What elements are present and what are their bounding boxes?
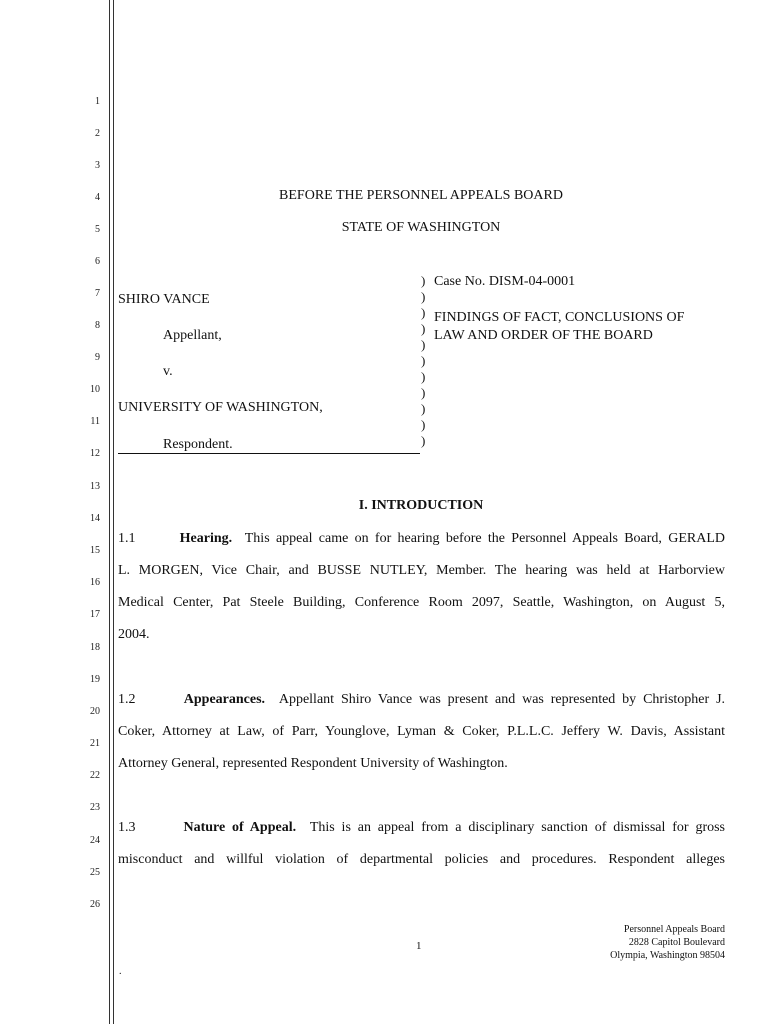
- line-number: 4: [95, 192, 100, 203]
- caption-paren: ): [421, 385, 426, 400]
- paragraph-hearing-line: 2004.: [118, 627, 150, 642]
- line-number: 22: [90, 770, 100, 781]
- paragraph-nature-line: [118, 820, 725, 836]
- paragraph-appearances-line: Coker, Attorney at Law, of Parr, Younglove, Lyman & Coker, P.L.L.C. Jeffery W. Davis, Assistant: [118, 724, 725, 739]
- versus-label: v.: [163, 364, 173, 379]
- line-number: 6: [95, 256, 100, 267]
- document-title-line2: LAW AND ORDER OF THE BOARD: [434, 328, 653, 343]
- caption-paren: ): [421, 273, 426, 288]
- paragraph-number: 1.2: [118, 692, 136, 707]
- line-number: 14: [90, 513, 100, 524]
- appellant-name: SHIRO VANCE: [118, 292, 210, 307]
- line-number: 3: [95, 160, 100, 171]
- paragraph-appearances-line: Attorney General, represented Respondent University of Washington.: [118, 756, 508, 771]
- paragraph-heading: Hearing.: [179, 531, 233, 546]
- paragraph-hearing-line: Medical Center, Pat Steele Building, Conference Room 2097, Seattle, Washington, on August 5,: [118, 595, 725, 610]
- appellant-label: Appellant,: [163, 328, 222, 343]
- state-heading: STATE OF WASHINGTON: [341, 220, 501, 235]
- footer-office: Personnel Appeals Board: [623, 924, 725, 935]
- line-number: 23: [90, 802, 100, 813]
- line-number: 18: [90, 642, 100, 653]
- respondent-label: Respondent.: [163, 437, 233, 452]
- line-number: 9: [95, 352, 100, 363]
- line-number: 2: [95, 128, 100, 139]
- caption-paren: ): [421, 433, 426, 448]
- line-number: 11: [90, 416, 100, 427]
- line-number: 7: [95, 288, 100, 299]
- paragraph-hearing-line: [118, 531, 725, 547]
- caption-paren: ): [421, 353, 426, 368]
- caption-paren: ): [421, 321, 426, 336]
- line-number: 1: [95, 96, 100, 107]
- case-number: Case No. DISM-04-0001: [434, 274, 576, 289]
- line-number: 25: [90, 867, 100, 878]
- paragraph-nature-line: misconduct and willful violation of departmental policies and procedures. Respondent alleges: [118, 852, 725, 867]
- paragraph-heading: Appearances.: [183, 692, 266, 707]
- caption-paren: ): [421, 337, 426, 352]
- paragraph-number: 1.1: [118, 531, 136, 546]
- line-number: 20: [90, 706, 100, 717]
- line-number: 13: [90, 481, 100, 492]
- document-title-line1: FINDINGS OF FACT, CONCLUSIONS OF: [434, 310, 685, 325]
- caption-paren: ): [421, 289, 426, 304]
- line-number: 21: [90, 738, 100, 749]
- caption-paren: ): [421, 401, 426, 416]
- line-number: 8: [95, 320, 100, 331]
- left-margin-rule: [109, 0, 110, 1024]
- line-number: 15: [90, 545, 100, 556]
- paragraph-number: 1.3: [118, 820, 136, 835]
- paragraph-text: Appellant Shiro Vance was present and was represented by Christopher J.: [278, 692, 726, 707]
- line-number: 5: [95, 224, 100, 235]
- respondent-name: UNIVERSITY OF WASHINGTON,: [118, 400, 323, 415]
- caption-underline: [118, 453, 420, 454]
- section-heading: I. INTRODUCTION: [358, 498, 484, 513]
- paragraph-appearances-line: [118, 692, 725, 708]
- paragraph-text: This appeal came on for hearing before the Personnel Appeals Board, GERALD: [244, 531, 726, 546]
- caption-paren: ): [421, 417, 426, 432]
- line-number: 10: [90, 384, 100, 395]
- caption-paren: ): [421, 305, 426, 320]
- footer-mark: .: [119, 966, 122, 977]
- board-heading: BEFORE THE PERSONNEL APPEALS BOARD: [279, 188, 563, 203]
- line-number: 12: [90, 448, 100, 459]
- footer-city: Olympia, Washington 98504: [610, 950, 725, 961]
- line-number: 19: [90, 674, 100, 685]
- left-margin-rule-inner: [113, 0, 114, 1024]
- line-number: 16: [90, 577, 100, 588]
- line-number: 24: [90, 835, 100, 846]
- paragraph-heading: Nature of Appeal.: [183, 820, 297, 835]
- footer-street: 2828 Capitol Boulevard: [628, 937, 725, 948]
- caption-paren: ): [421, 369, 426, 384]
- page-number: 1: [416, 940, 422, 952]
- line-number: 17: [90, 609, 100, 620]
- paragraph-hearing-line: L. MORGEN, Vice Chair, and BUSSE NUTLEY, Member. The hearing was held at Harborview: [118, 563, 725, 578]
- paragraph-text: This is an appeal from a disciplinary sanction of dismissal for gross: [309, 820, 726, 835]
- line-number: 26: [90, 899, 100, 910]
